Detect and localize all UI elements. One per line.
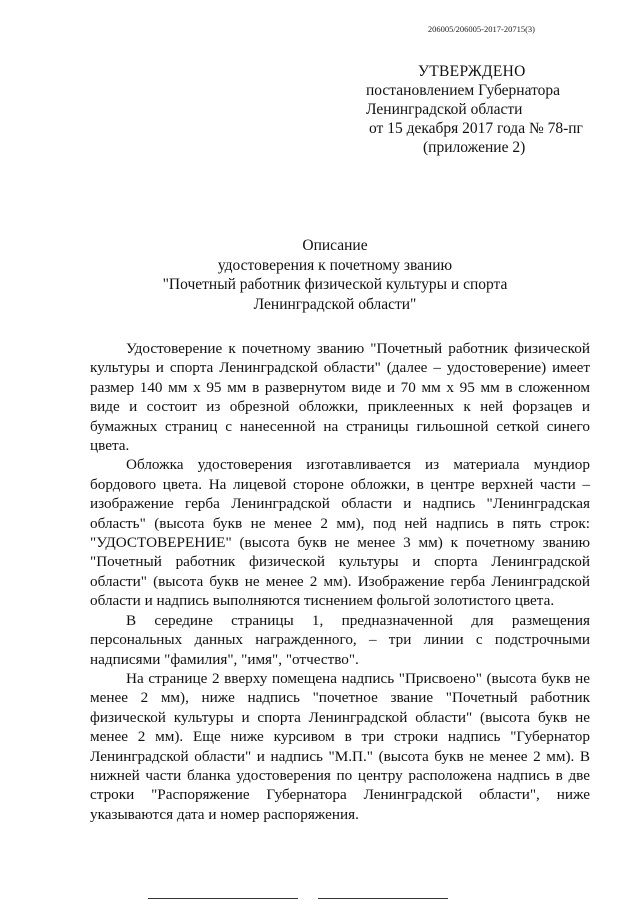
- paragraph-2: Обложка удостоверения изготавливается из материала мундиор бордового цвета. На лицевой стороне обложки, в центре верхней части – изображение герба Ленинградской области и надпись "Ленинградская область" (высота букв не менее 2 мм), под ней надпись в пять строк: "УДОСТОВЕРЕНИЕ" (высота букв не менее 3 мм) к почетному званию "Почетный работник физической культуры и спорта Ленинградской области" (высота букв не менее 2 мм). Изображение герба Ленинградской области и надпись выполняются тиснением фольгой золотистого цвета.: [90, 456, 590, 610]
- paragraph-3: В середине страницы 1, предназначенной для размещения персональных данных награжденного, – три линии с подстрочными надписями "фамилия", "имя", "отчество".: [90, 611, 590, 668]
- approval-line-appendix: (приложение 2): [423, 139, 526, 156]
- approval-title: УТВЕРЖДЕНО: [418, 63, 526, 80]
- document-body: [90, 339, 590, 824]
- footer-rule-left: [148, 898, 298, 899]
- heading-line-4: Ленинградской области": [253, 295, 417, 313]
- heading-line-2: удостоверения к почетному званию: [217, 256, 453, 274]
- paragraph-4: На странице 2 вверху помещена надпись "Присвоено" (высота букв не менее 2 мм), ниже надпись "почетное звание "Почетный работник физической культуры и спорта Ленинградской области" (высота букв не менее 2 мм). Еще ниже курсивом в три строки надпись "Губернатор Ленинградской области" и надпись "М.П." (высота букв не менее 2 мм). В нижней части бланка удостоверения по центру расположена надпись в две строки "Распоряжение Губернатора Ленинградской области", ниже указываются дата и номер распоряжения.: [90, 669, 590, 823]
- approval-block: [366, 62, 606, 157]
- heading-line-1: Описание: [302, 237, 368, 254]
- paragraph-1: Удостоверение к почетному званию "Почетный работник физической культуры и спорта Ленинградской области" (далее – удостоверение) имеет размер 140 мм х 95 мм в развернутом виде и 70 мм х 95 мм в сложенном виде и состоит из обрезной обложки, приклеенных к ней форзацев и бумажных страниц с нанесенной на страницы гильошной сеткой синего цвета.: [90, 340, 590, 455]
- approval-line-decree: постановлением Губернатора: [366, 82, 561, 99]
- approval-line-date: от 15 декабря 2017 года № 78-пг: [369, 120, 583, 137]
- document-heading: [80, 236, 590, 314]
- approval-line-region: Ленинградской области: [366, 101, 523, 118]
- document-id: 206005/206005-2017-20715(3): [427, 24, 535, 34]
- footer-rule-right: [318, 898, 448, 899]
- heading-line-3: "Почетный работник физической культуры и спорта: [162, 276, 508, 293]
